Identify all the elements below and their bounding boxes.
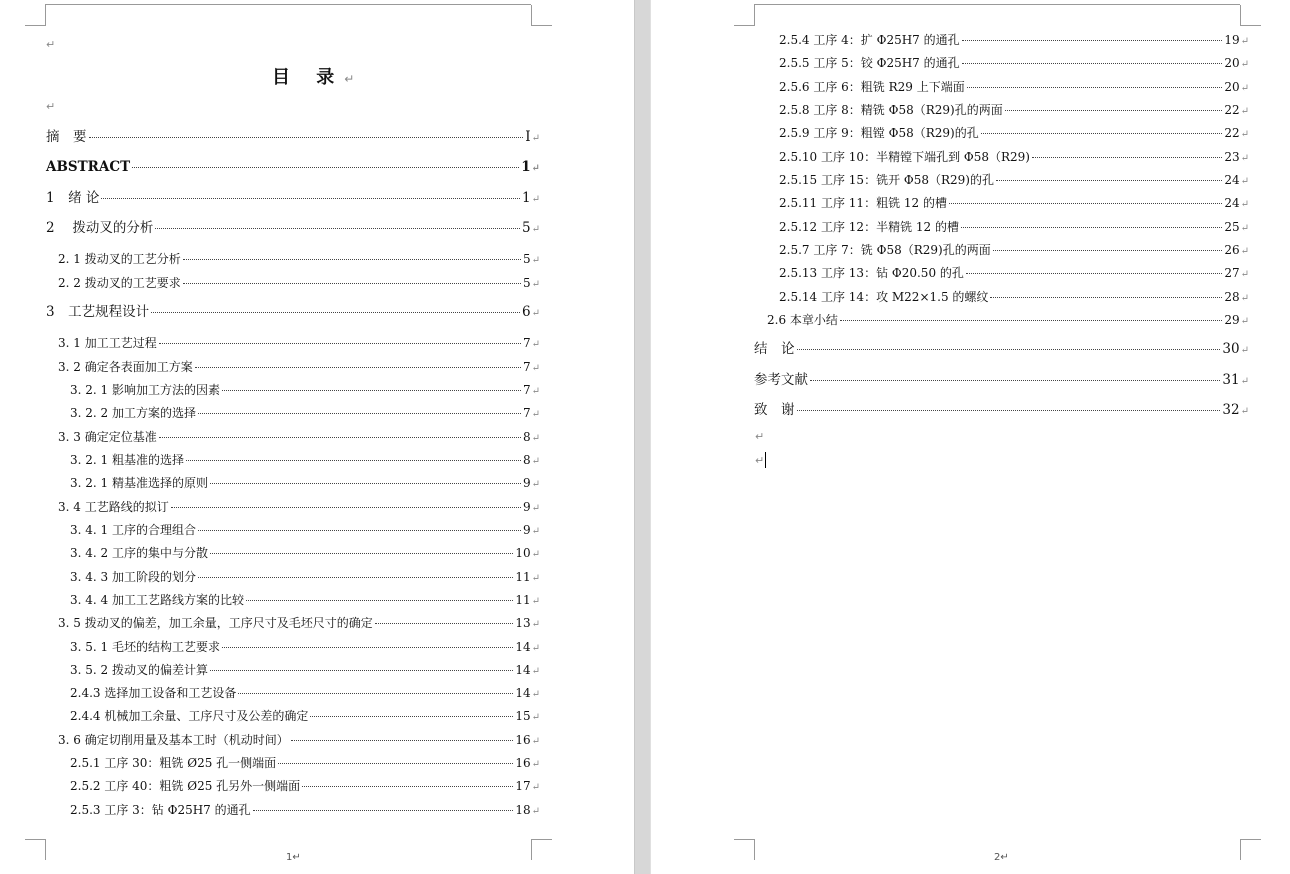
- toc-entry-title: 2. 2 拨动叉的工艺要求: [58, 276, 181, 290]
- toc-dot-leader: [990, 296, 1222, 298]
- toc-dot-leader: [183, 258, 521, 260]
- toc-page-number: 9: [522, 500, 531, 514]
- paragraph-mark: ↵: [1240, 129, 1249, 140]
- toc-entry[interactable]: [70, 685, 540, 701]
- toc-entry[interactable]: [58, 251, 540, 267]
- paragraph-mark: ↵: [755, 430, 765, 443]
- toc-dot-leader: [210, 482, 521, 484]
- toc-page-number: 25: [1224, 220, 1240, 234]
- toc-entry[interactable]: [70, 545, 540, 561]
- toc-entry[interactable]: [70, 802, 540, 818]
- toc-entry-title: 2.5.1 工序 30：粗铣 Ø25 孔一侧端面: [70, 756, 277, 770]
- paragraph-mark: ↵: [531, 596, 540, 607]
- paragraph-mark: ↵: [531, 363, 540, 374]
- toc-entry-title: 2.5.8 工序 8：精铣 Φ58（R29)孔的两面: [779, 103, 1003, 117]
- toc-dot-leader: [222, 646, 513, 648]
- toc-entry-title: 结 论: [754, 341, 795, 357]
- paragraph-mark: ↵: [531, 806, 540, 817]
- toc-entry[interactable]: [58, 499, 540, 515]
- page-number-footer: 2↵: [994, 852, 1009, 863]
- toc-entry[interactable]: [779, 242, 1249, 258]
- paragraph-mark: ↵: [531, 619, 540, 630]
- toc-entry[interactable]: [754, 341, 1249, 357]
- toc-dot-leader: [195, 366, 521, 368]
- toc-entry-title: 致 谢: [754, 402, 795, 418]
- toc-entry[interactable]: [779, 195, 1249, 211]
- toc-entry-title: 3. 5. 2 拨动叉的偏差计算: [70, 663, 208, 677]
- paragraph-mark: ↵: [531, 133, 540, 144]
- toc-entry-title: 3. 4. 1 工序的合理组合: [70, 523, 196, 537]
- toc-dot-leader: [159, 342, 521, 344]
- toc-page-number: 8: [522, 453, 531, 467]
- toc-page-number: 30: [1222, 341, 1240, 357]
- toc-entry-title: 2.5.10 工序 10：半精镗下端孔到 Φ58（R29): [779, 150, 1030, 164]
- toc-entry-title: 2.5.14 工序 14：攻 M22×1.5 的螺纹: [779, 290, 989, 304]
- toc-entry-title: 2.6 本章小结: [767, 313, 838, 327]
- toc-entry[interactable]: [70, 382, 540, 398]
- toc-page-number: 32: [1222, 402, 1240, 418]
- toc-entry[interactable]: [58, 732, 540, 748]
- toc-entry[interactable]: [58, 359, 540, 375]
- document-page-2: [651, 0, 1290, 874]
- crop-mark-top-right: [531, 5, 552, 26]
- paragraph-mark: ↵: [1240, 269, 1249, 280]
- toc-page-number: 27: [1224, 266, 1240, 280]
- paragraph-mark: ↵: [531, 279, 540, 290]
- toc-page-number: 13: [515, 616, 531, 630]
- toc-dot-leader: [210, 669, 513, 671]
- paragraph-mark: ↵: [531, 339, 540, 350]
- toc-entry-title: 3. 2 确定各表面加工方案: [58, 360, 193, 374]
- toc-page-number: 22: [1224, 126, 1240, 140]
- toc-entry[interactable]: [58, 275, 540, 291]
- toc-entry[interactable]: [779, 102, 1249, 118]
- toc-entry-title: 3. 2. 1 影响加工方法的因素: [70, 383, 220, 397]
- toc-entry[interactable]: [779, 289, 1249, 305]
- toc-entry[interactable]: [70, 405, 540, 421]
- toc-entry[interactable]: [70, 475, 540, 491]
- toc-dot-leader: [840, 319, 1222, 321]
- toc-dot-leader: [1005, 109, 1223, 111]
- paragraph-mark: ↵: [531, 479, 540, 490]
- paragraph-mark: ↵: [531, 712, 540, 723]
- toc-entry-title: 3. 1 加工工艺过程: [58, 336, 157, 350]
- toc-entry[interactable]: [779, 32, 1249, 48]
- toc-page-number: 9: [522, 476, 531, 490]
- toc-page-number: 19: [1224, 33, 1240, 47]
- toc-dot-leader: [198, 412, 521, 414]
- toc-page-number: 7: [522, 360, 531, 374]
- toc-entry-title: 2.5.3 工序 3：钻 Φ25H7 的通孔: [70, 803, 251, 817]
- crop-mark-bottom-left: [25, 839, 46, 860]
- toc-entry-title: 2. 1 拨动叉的工艺分析: [58, 252, 181, 266]
- toc-entry[interactable]: [70, 778, 540, 794]
- toc-page-number: 5: [522, 220, 531, 236]
- toc-page-number: 1: [522, 190, 531, 206]
- toc-dot-leader: [183, 282, 521, 284]
- paragraph-mark: ↵: [531, 759, 540, 770]
- toc-entry-title: 3. 5 拨动叉的偏差，加工余量，工序尺寸及毛坯尺寸的确定: [58, 616, 373, 630]
- toc-page-number: 22: [1224, 103, 1240, 117]
- paragraph-mark: ↵: [1240, 153, 1249, 164]
- toc-page-number: 31: [1222, 372, 1240, 388]
- toc-dot-leader: [210, 552, 513, 554]
- toc-dot-leader: [961, 226, 1222, 228]
- crop-mark-top-right: [1240, 5, 1261, 26]
- toc-dot-leader: [151, 311, 520, 313]
- paragraph-mark: ↵: [531, 503, 540, 514]
- toc-page-number: 7: [522, 383, 531, 397]
- toc-page-number: 18: [515, 803, 531, 817]
- toc-dot-leader: [375, 622, 514, 624]
- toc-entry-title: 3. 4. 2 工序的集中与分散: [70, 546, 208, 560]
- paragraph-mark: ↵: [531, 643, 540, 654]
- toc-dot-leader: [966, 272, 1222, 274]
- toc-entry-title: 3. 2. 1 精基准选择的原则: [70, 476, 208, 490]
- toc-entry-title: 2.5.7 工序 7：铣 Φ58（R29)孔的两面: [779, 243, 991, 257]
- toc-page-number: 16: [515, 756, 531, 770]
- toc-entry[interactable]: [46, 159, 540, 175]
- paragraph-mark: ↵: [1240, 106, 1249, 117]
- toc-entry[interactable]: [779, 265, 1249, 281]
- paragraph-mark: ↵: [531, 386, 540, 397]
- crop-mark-top-left: [734, 5, 755, 26]
- toc-dot-leader: [797, 409, 1221, 411]
- toc-page-number: 15: [515, 709, 531, 723]
- paragraph-mark: ↵: [531, 666, 540, 677]
- toc-dot-leader: [253, 809, 514, 811]
- toc-entry-title: 2.5.12 工序 12：半精铣 12 的槽: [779, 220, 959, 234]
- toc-page-number: 11: [515, 593, 531, 607]
- toc-page-number: 14: [515, 663, 531, 677]
- toc-entry[interactable]: [46, 129, 540, 145]
- toc-page-number: 5: [522, 252, 531, 266]
- toc-entry-title: 2.5.13 工序 13：钻 Φ20.50 的孔: [779, 266, 964, 280]
- toc-dot-leader: [993, 249, 1223, 251]
- toc-dot-leader: [278, 762, 513, 764]
- toc-page-number: 14: [515, 686, 531, 700]
- toc-entry-title: 2.5.11 工序 11：粗铣 12 的槽: [779, 196, 947, 210]
- paragraph-mark: ↵: [1240, 83, 1249, 94]
- toc-dot-leader: [246, 599, 513, 601]
- toc-entry[interactable]: [779, 79, 1249, 95]
- toc-entry-title: 2.5.5 工序 5：铰 Φ25H7 的通孔: [779, 56, 960, 70]
- toc-page-number: 8: [522, 430, 531, 444]
- toc-page-number: 29: [1224, 313, 1240, 327]
- crop-mark-bottom-left: [734, 839, 755, 860]
- toc-entry[interactable]: [46, 190, 540, 206]
- toc-entry-title: 摘 要: [46, 129, 87, 145]
- paragraph-mark: ↵: [531, 526, 540, 537]
- toc-entry[interactable]: [58, 615, 540, 631]
- toc-dot-leader: [155, 227, 520, 229]
- toc-page-number: 7: [522, 406, 531, 420]
- paragraph-mark: ↵: [531, 736, 540, 747]
- toc-dot-leader: [222, 389, 521, 391]
- toc-entry-title: 2.5.6 工序 6：粗铣 R29 上下端面: [779, 80, 965, 94]
- toc-dot-leader: [310, 715, 513, 717]
- toc-page-number: 24: [1224, 173, 1240, 187]
- toc-dot-leader: [981, 132, 1223, 134]
- paragraph-mark: ↵: [531, 163, 540, 174]
- toc-dot-leader: [962, 62, 1223, 64]
- toc-entry[interactable]: [70, 569, 540, 585]
- toc-entry[interactable]: [70, 592, 540, 608]
- toc-entry[interactable]: [779, 55, 1249, 71]
- toc-dot-leader: [238, 692, 513, 694]
- toc-entry-title: ABSTRACT: [46, 159, 131, 175]
- header-margin-line: [754, 4, 1240, 5]
- page-number-footer: 1↵: [286, 852, 301, 863]
- toc-entry[interactable]: [46, 304, 540, 320]
- paragraph-mark: ↵: [531, 433, 540, 444]
- toc-page-number: 9: [522, 523, 531, 537]
- toc-page-number: 24: [1224, 196, 1240, 210]
- toc-page-number: I: [525, 129, 531, 145]
- toc-entry-title: 2.5.4 工序 4：扩 Φ25H7 的通孔: [779, 33, 960, 47]
- toc-dot-leader: [797, 348, 1221, 350]
- paragraph-mark: ↵: [1240, 345, 1249, 356]
- paragraph-mark: ↵: [46, 100, 56, 113]
- toc-dot-leader: [101, 197, 520, 199]
- toc-entry[interactable]: [70, 708, 540, 724]
- crop-mark-bottom-right: [1240, 839, 1261, 860]
- toc-dot-leader: [198, 576, 513, 578]
- paragraph-mark: ↵: [531, 409, 540, 420]
- paragraph-mark: ↵: [1240, 223, 1249, 234]
- paragraph-mark: ↵: [1240, 59, 1249, 70]
- text-cursor[interactable]: [765, 452, 766, 468]
- toc-dot-leader: [291, 739, 514, 741]
- toc-entry-title: 3. 3 确定定位基准: [58, 430, 157, 444]
- toc-page-number: 17: [515, 779, 531, 793]
- toc-entry[interactable]: [779, 149, 1249, 165]
- toc-entry-title: 2.4.4 机械加工余量、工序尺寸及公差的确定: [70, 709, 309, 723]
- toc-entry-title: 3. 6 确定切削用量及基本工时（机动时间）: [58, 733, 289, 747]
- paragraph-mark: ↵: [531, 573, 540, 584]
- toc-entry-title: 3. 2. 1 粗基准的选择: [70, 453, 184, 467]
- paragraph-mark: ↵: [1240, 246, 1249, 257]
- toc-dot-leader: [171, 506, 521, 508]
- toc-dot-leader: [302, 785, 513, 787]
- toc-entry[interactable]: [754, 402, 1249, 418]
- toc-page-number: 7: [522, 336, 531, 350]
- toc-page-number: 20: [1224, 80, 1240, 94]
- toc-entry-title: 2.4.3 选择加工设备和工艺设备: [70, 686, 237, 700]
- toc-entry[interactable]: [70, 452, 540, 468]
- toc-entry[interactable]: [70, 662, 540, 678]
- toc-entry[interactable]: [779, 125, 1249, 141]
- toc-entry-title: 2.5.15 工序 15：铣开 Φ58（R29)的孔: [779, 173, 994, 187]
- toc-page-number: 28: [1224, 290, 1240, 304]
- toc-entry-title: 3. 2. 2 加工方案的选择: [70, 406, 196, 420]
- toc-page-number: 5: [522, 276, 531, 290]
- toc-dot-leader: [996, 179, 1222, 181]
- toc-entry[interactable]: [779, 219, 1249, 235]
- toc-dot-leader: [949, 202, 1222, 204]
- document-page-1: [0, 0, 634, 874]
- paragraph-mark: ↵: [1240, 36, 1249, 47]
- toc-entry-title: 2 拨动叉的分析: [46, 220, 154, 236]
- toc-entry-title: 1 绪 论: [46, 190, 100, 206]
- crop-mark-bottom-right: [531, 839, 552, 860]
- toc-dot-leader: [198, 529, 521, 531]
- toc-page-number: 14: [515, 640, 531, 654]
- toc-entry-title: 3. 4. 4 加工工艺路线方案的比较: [70, 593, 244, 607]
- paragraph-mark: ↵: [531, 456, 540, 467]
- paragraph-mark: ↵: [1240, 199, 1249, 210]
- toc-page-number: 11: [515, 570, 531, 584]
- toc-page-number: 6: [522, 304, 531, 320]
- toc-entry[interactable]: [70, 755, 540, 771]
- toc-dot-leader: [962, 39, 1223, 41]
- toc-title: 目 录↵: [272, 67, 355, 88]
- toc-dot-leader: [967, 86, 1223, 88]
- paragraph-mark: ↵: [531, 224, 540, 235]
- page-gutter: [634, 0, 651, 874]
- toc-entry[interactable]: [754, 372, 1249, 388]
- paragraph-mark: ↵: [1240, 176, 1249, 187]
- paragraph-mark: ↵: [531, 549, 540, 560]
- paragraph-mark: ↵: [46, 38, 56, 51]
- paragraph-mark: ↵: [531, 308, 540, 319]
- paragraph-mark: ↵: [531, 255, 540, 266]
- toc-entry-title: 3. 4 工艺路线的拟订: [58, 500, 169, 514]
- toc-entry[interactable]: [58, 429, 540, 445]
- toc-page-number: 16: [515, 733, 531, 747]
- toc-dot-leader: [132, 166, 519, 168]
- toc-page-number: 23: [1224, 150, 1240, 164]
- toc-dot-leader: [810, 379, 1220, 381]
- toc-entry[interactable]: [70, 639, 540, 655]
- toc-entry-title: 2.5.2 工序 40：粗铣 Ø25 孔另外一侧端面: [70, 779, 301, 793]
- paragraph-mark: ↵: [531, 782, 540, 793]
- toc-dot-leader: [89, 136, 524, 138]
- toc-page-number: 10: [515, 546, 531, 560]
- paragraph-mark: ↵: [1240, 316, 1249, 327]
- toc-page-number: 20: [1224, 56, 1240, 70]
- header-margin-line: [45, 4, 531, 5]
- toc-entry-title: 3. 4. 3 加工阶段的划分: [70, 570, 196, 584]
- toc-dot-leader: [159, 436, 521, 438]
- toc-dot-leader: [1032, 156, 1222, 158]
- toc-entry[interactable]: [46, 220, 540, 236]
- paragraph-mark: ↵: [1240, 376, 1249, 387]
- toc-page-number: 1: [521, 159, 531, 175]
- toc-entry[interactable]: [58, 335, 540, 351]
- toc-entry-title: 3. 5. 1 毛坯的结构工艺要求: [70, 640, 220, 654]
- paragraph-mark: ↵: [755, 454, 765, 467]
- toc-entry[interactable]: [70, 522, 540, 538]
- toc-page-number: 26: [1224, 243, 1240, 257]
- paragraph-mark: ↵: [531, 194, 540, 205]
- toc-entry[interactable]: [767, 312, 1249, 328]
- crop-mark-top-left: [25, 5, 46, 26]
- paragraph-mark: ↵: [531, 689, 540, 700]
- toc-entry-title: 3 工艺规程设计: [46, 304, 150, 320]
- toc-entry-title: 2.5.9 工序 9：粗镗 Φ58（R29)的孔: [779, 126, 979, 140]
- paragraph-mark: ↵: [1240, 406, 1249, 417]
- toc-entry-title: 参考文献: [754, 372, 808, 388]
- toc-dot-leader: [186, 459, 521, 461]
- paragraph-mark: ↵: [1240, 293, 1249, 304]
- toc-entry[interactable]: [779, 172, 1249, 188]
